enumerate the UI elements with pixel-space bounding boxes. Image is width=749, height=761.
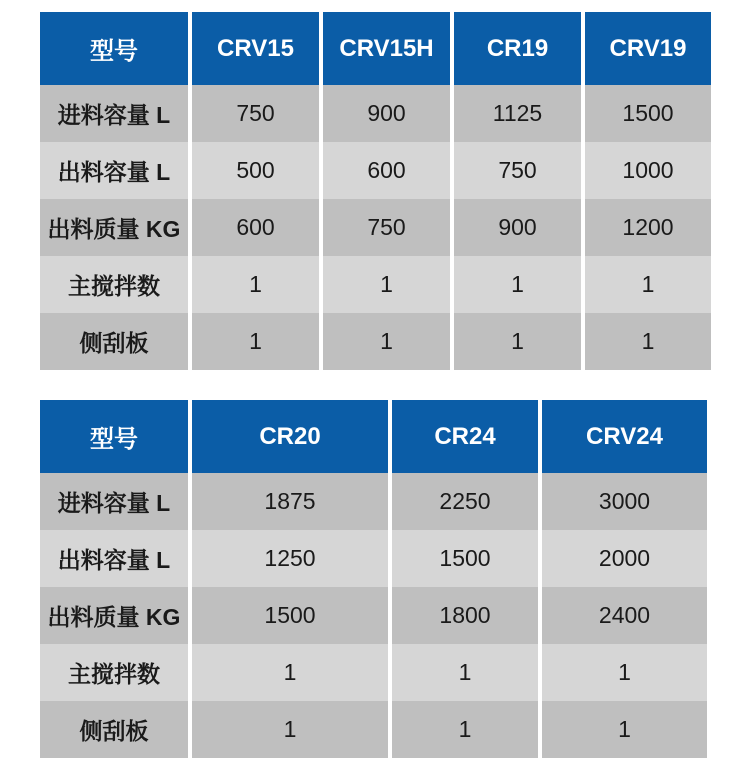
model-name-header: CR19 bbox=[454, 12, 581, 85]
spec-row-label: 侧刮板 bbox=[40, 313, 188, 370]
spec-value-cell: 1 bbox=[585, 313, 711, 370]
spec-value-cell: 1 bbox=[392, 701, 538, 758]
spec-value-cell: 1500 bbox=[585, 85, 711, 142]
table-row bbox=[40, 701, 711, 758]
table-row bbox=[40, 256, 711, 313]
spec-row-label: 进料容量 L bbox=[40, 473, 188, 530]
spec-value-cell: 1 bbox=[192, 313, 319, 370]
spec-value-cell: 1 bbox=[192, 644, 388, 701]
spec-table-crv15-crv19 bbox=[40, 12, 711, 370]
table-header-row bbox=[40, 400, 711, 473]
spec-row-label: 出料质量 KG bbox=[40, 587, 188, 644]
spec-value-cell: 1875 bbox=[192, 473, 388, 530]
spec-value-cell: 2000 bbox=[542, 530, 707, 587]
spec-value-cell: 1 bbox=[454, 313, 581, 370]
table-row bbox=[40, 313, 711, 370]
spec-value-cell: 1 bbox=[542, 701, 707, 758]
model-name-header: CRV19 bbox=[585, 12, 711, 85]
spec-value-cell: 1000 bbox=[585, 142, 711, 199]
table-row bbox=[40, 85, 711, 142]
spec-value-cell: 1 bbox=[392, 644, 538, 701]
table-row bbox=[40, 473, 711, 530]
spec-value-cell: 1125 bbox=[454, 85, 581, 142]
spec-value-cell: 900 bbox=[323, 85, 450, 142]
spec-row-label: 出料容量 L bbox=[40, 142, 188, 199]
spec-value-cell: 1 bbox=[542, 644, 707, 701]
spec-value-cell: 1500 bbox=[392, 530, 538, 587]
model-name-header: CRV15H bbox=[323, 12, 450, 85]
model-column-header: 型号 bbox=[40, 12, 188, 85]
spec-value-cell: 1500 bbox=[192, 587, 388, 644]
model-name-header: CR20 bbox=[192, 400, 388, 473]
table-row bbox=[40, 587, 711, 644]
spec-value-cell: 900 bbox=[454, 199, 581, 256]
table-row bbox=[40, 644, 711, 701]
model-name-header: CR24 bbox=[392, 400, 538, 473]
spec-value-cell: 600 bbox=[192, 199, 319, 256]
table-row bbox=[40, 199, 711, 256]
spec-value-cell: 750 bbox=[454, 142, 581, 199]
spec-value-cell: 1200 bbox=[585, 199, 711, 256]
spec-value-cell: 600 bbox=[323, 142, 450, 199]
spec-value-cell: 1 bbox=[192, 256, 319, 313]
spec-value-cell: 750 bbox=[323, 199, 450, 256]
spec-row-label: 进料容量 L bbox=[40, 85, 188, 142]
spec-value-cell: 1 bbox=[585, 256, 711, 313]
spec-value-cell: 1 bbox=[323, 313, 450, 370]
spec-value-cell: 3000 bbox=[542, 473, 707, 530]
spec-value-cell: 1 bbox=[323, 256, 450, 313]
spec-row-label: 出料质量 KG bbox=[40, 199, 188, 256]
spec-row-label: 出料容量 L bbox=[40, 530, 188, 587]
spec-value-cell: 1800 bbox=[392, 587, 538, 644]
spec-value-cell: 750 bbox=[192, 85, 319, 142]
spec-value-cell: 1250 bbox=[192, 530, 388, 587]
spec-row-label: 主搅拌数 bbox=[40, 256, 188, 313]
spec-table-cr20-crv24 bbox=[40, 400, 711, 758]
spec-value-cell: 1 bbox=[192, 701, 388, 758]
model-name-header: CRV24 bbox=[542, 400, 707, 473]
spec-row-label: 主搅拌数 bbox=[40, 644, 188, 701]
model-name-header: CRV15 bbox=[192, 12, 319, 85]
table-header-row bbox=[40, 12, 711, 85]
spec-value-cell: 500 bbox=[192, 142, 319, 199]
table-row bbox=[40, 142, 711, 199]
model-column-header: 型号 bbox=[40, 400, 188, 473]
table-row bbox=[40, 530, 711, 587]
spec-value-cell: 2250 bbox=[392, 473, 538, 530]
spec-value-cell: 1 bbox=[454, 256, 581, 313]
spec-row-label: 侧刮板 bbox=[40, 701, 188, 758]
spec-value-cell: 2400 bbox=[542, 587, 707, 644]
